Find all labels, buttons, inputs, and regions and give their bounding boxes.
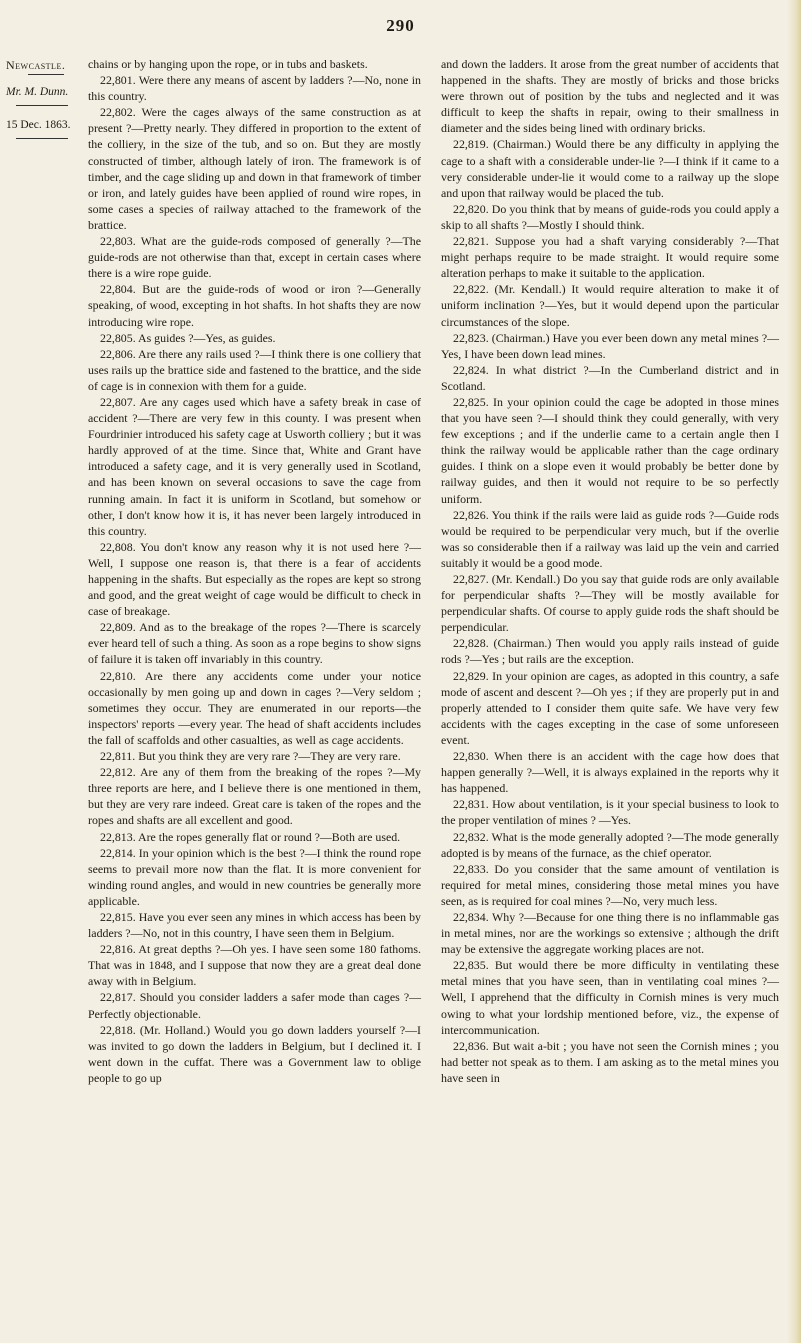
- paragraph: 22,807. Are any cages used which have a safety break in case of accident ?—There are very few in this county. I was present when Fourdrinier introduced his safety cage at Usworth colliery ; but it was hardly approved of at the time. Since that, White and Grant have introduced a safety cage, and it is very generally used in Scotland, and has been known on several occasions to save the cage from running amain. In fact it is uniform in Scotland, but somehow or other, I don't know how it is, it has never been largely introduced in this country.: [88, 394, 421, 538]
- paragraph: 22,816. At great depths ?—Oh yes. I have seen some 180 fathoms. That was in 1848, and I suppose that now they are a great deal done away with in Belgium.: [88, 942, 421, 989]
- right-column: [441, 56, 779, 1086]
- margin-divider: [16, 105, 68, 106]
- paragraph: chains or by hanging upon the rope, or in tubs and baskets.: [88, 57, 368, 71]
- margin-divider: [16, 138, 68, 139]
- paragraph: 22,827. (Mr. Kendall.) Do you say that guide rods are only available for perpendicular shafts ?—They will be mostly available for perpendicular shafts. Of course to apply guide rods the shaft should be perpendicular.: [441, 572, 779, 635]
- paragraph: 22,813. Are the ropes generally flat or round ?—Both are used.: [100, 829, 401, 844]
- paragraph: 22,824. In what district ?—In the Cumberland district and in Scotland.: [441, 362, 779, 393]
- paragraph: 22,808. You don't know any reason why it is not used here ?—Well, I suppose one reason is, that there is a fear of accidents happening in the shafts. But especially as the ropes are kept so strong and good, and the great weight of cage would be difficult to check in case of breakage.: [88, 539, 421, 619]
- paragraph: 22,811. But you think they are very rare ?—They are very rare.: [100, 749, 401, 764]
- margin-location: Newcastle.: [6, 58, 66, 72]
- paragraph: 22,835. But would there be more difficulty in ventilating these metal mines that you have seen, than in ventilating coal mines ?—Well, I apprehend that the difficulty in Cornish mines is very much owing to what your lordship mentioned before, viz., the expense of intercommunication.: [441, 958, 779, 1037]
- paragraph: 22,836. But wait a-bit ; you have not seen the Cornish mines ; you had better not speak as to them. I am asking as to the metal mines you have seen in: [441, 1038, 779, 1085]
- paragraph: 22,812. Are any of them from the breaking of the ropes ?—My three reports are here, and I believe there is one mentioned in them, but they are very rare indeed. Great care is taken of the ropes and the ropes and shafts are all excellent and good.: [88, 765, 421, 828]
- paragraph: 22,805. As guides ?—Yes, as guides.: [100, 330, 276, 345]
- paragraph: 22,821. Suppose you had a shaft varying considerably ?—That might perhaps require to be made straight. It would require some alteration perhaps to make it suitable to the application.: [441, 234, 779, 281]
- paragraph: 22,831. How about ventilation, is it your special business to look to the proper ventilation of mines ? —Yes.: [441, 797, 779, 828]
- margin-divider: [28, 74, 64, 75]
- paragraph: 22,809. And as to the breakage of the ropes ?—There is scarcely ever heard tell of such a thing. As soon as a rope begins to show signs of failure it is taken off invariably in this country.: [88, 620, 421, 667]
- paragraph: 22,825. In your opinion could the cage be adopted in those mines that you have seen ?—I should think they could generally, with very few exceptions ; and if the underlie came to a certain angle then I think the railway would be applicable rather than the cage ordinary guides. I think on a slope even it would probably be better done by railway guides, and then it would not require to be so perfectly uniform.: [441, 394, 779, 506]
- margin-date: 15 Dec. 1863.: [6, 119, 71, 131]
- margin-notes: [6, 58, 78, 139]
- paragraph: 22,818. (Mr. Holland.) Would you go down ladders yourself ?—I was invited to go down the ladders in Belgium, but I declined it. I went down in the cuffat. There was a Government law to oblige people to go up: [88, 1022, 421, 1085]
- paragraph: 22,819. (Chairman.) Would there be any difficulty in applying the cage to a shaft with a considerable under-lie ?—I think if it came to a very considerable under-lie it would come to a railway up the slope and upon that railway would be placed the tub.: [441, 137, 779, 200]
- paragraph: 22,830. When there is an accident with the cage how does that happen generally ?—Well, it is always explained in the reports why it has happened.: [441, 749, 779, 796]
- left-column: [88, 56, 421, 1086]
- paragraph: 22,802. Were the cages always of the same construction as at present ?—Pretty nearly. They differed in proportion to the extent of the colliery, in the size of the tub, and so on. But they are mostly constructed of timber, although lately of iron. The framework is of timber, and the cage sliding up and down in that framework of timber or iron, and lately guides have been applied of round wire ropes, in some cases a species of railway attached to the framework of the brattice.: [88, 105, 421, 232]
- page-edge: [787, 0, 801, 1343]
- paragraph: 22,833. Do you consider that the same amount of ventilation is required for metal mines, considering those metal mines you have seen, as is required for coal mines ?—No, very much less.: [441, 861, 779, 908]
- paragraph: 22,823. (Chairman.) Have you ever been down any metal mines ?—Yes, I have been down lead mines.: [441, 330, 779, 361]
- paragraph: 22,817. Should you consider ladders a safer mode than cages ?—Perfectly objectionable.: [88, 990, 421, 1021]
- paragraph: 22,814. In your opinion which is the best ?—I think the round rope seems to prevail more now than the flat. It is more convenient for winding round angles, and would in new countries be generally more applicable.: [88, 845, 421, 908]
- paragraph: 22,801. Were there any means of ascent by ladders ?—No, none in this country.: [88, 73, 421, 104]
- paragraph: and down the ladders. It arose from the great number of accidents that happened in the shafts. They are mostly of bricks and those bricks were thrown out of position by the tubs and neglected and it was difficult to keep the shafts in repair, owing to their smallness in diameter and the sides being lined with ordinary bricks.: [441, 57, 779, 136]
- paragraph: 22,804. But are the guide-rods of wood or iron ?—Generally speaking, of wood, excepting in hot shafts. In hot shafts they are now introducing wire rope.: [88, 282, 421, 329]
- paragraph: 22,820. Do you think that by means of guide-rods you could apply a skip to all shafts ?—Mostly I should think.: [441, 201, 779, 232]
- paragraph: 22,832. What is the mode generally adopted ?—The mode generally adopted is by means of the furnace, as the chief operator.: [441, 829, 779, 860]
- paragraph: 22,803. What are the guide-rods composed of generally ?—The guide-rods are not otherwise than that, except in certain cases where there is a wire rope guide.: [88, 234, 421, 281]
- paragraph: 22,815. Have you ever seen any mines in which access has been by ladders ?—No, not in this country, I have seen them in Belgium.: [88, 909, 421, 941]
- margin-witness: Mr. M. Dunn.: [6, 86, 69, 98]
- paragraph: 22,806. Are there any rails used ?—I think there is one colliery that uses rails up the brattice side and fastened to the brattice, and the side of cage is in connexion with them for a guide.: [88, 346, 421, 393]
- paragraph: 22,834. Why ?—Because for one thing there is no inflammable gas in metal mines, nor are the workings so extensive ; although the drift may be extensive the aggregate working places are not.: [441, 909, 779, 957]
- paragraph: 22,829. In your opinion are cages, as adopted in this country, a safe mode of ascent and descent ?—Oh yes ; if they are properly put in and properly attended to I consider them quite safe. We have very few accidents with the cages excepting in the case of some unforeseen event.: [441, 668, 779, 747]
- paragraph: 22,826. You think if the rails were laid as guide rods ?—Guide rods would be required to be perpendicular very much, but if the overlie was so considerable then if a railway was laid up the vein and carried suitably it would be a good mode.: [441, 507, 779, 570]
- paragraph: 22,822. (Mr. Kendall.) It would require alteration to make it of uniform inclination ?—Yes, but it would depend upon the particular circumstances of the slope.: [441, 282, 779, 329]
- paragraph: 22,828. (Chairman.) Then would you apply rails instead of guide rods ?—Yes ; but rails are the exception.: [441, 636, 779, 667]
- paragraph: 22,810. Are there any accidents come under your notice occasionally by men going up and down in cages ?—Very seldom ; sometimes they occur. They are enumerated in our reports—the inspectors' reports —every year. The head of shaft accidents includes the fall of scaffolds and other casualties, as well as cage accidents.: [88, 668, 421, 747]
- page-number: 290: [386, 16, 415, 35]
